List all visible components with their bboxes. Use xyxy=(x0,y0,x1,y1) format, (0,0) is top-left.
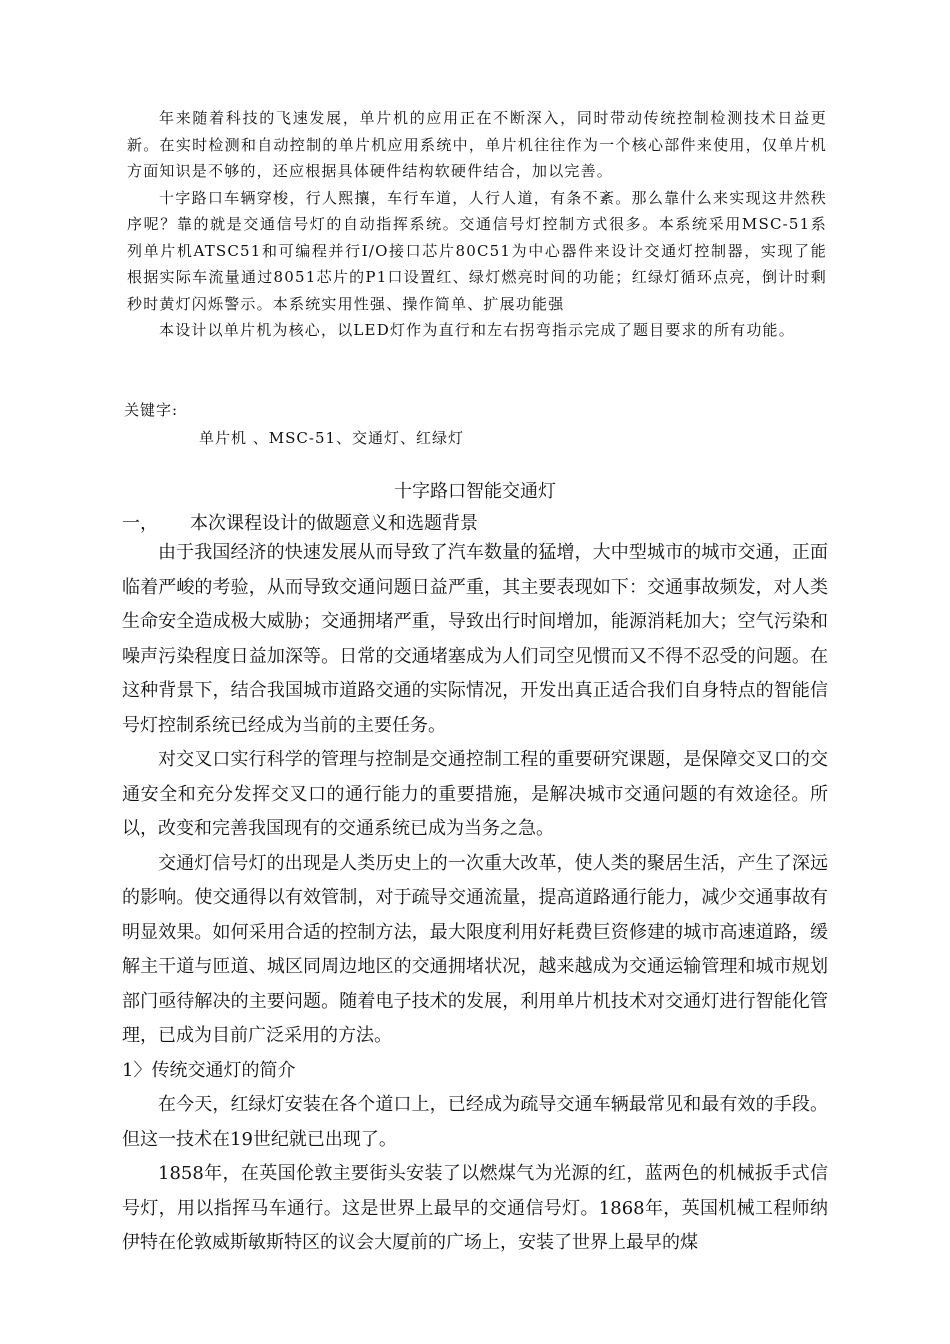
abstract xyxy=(127,105,827,344)
keywords-label: 关键字: xyxy=(124,401,179,419)
abstract-paragraph: 年来随着科技的飞速发展，单片机的应用正在不断深入，同时带动传统控制检测技术日益更新。在实时检测和自动控制的单片机应用系统中，单片机往往作为一个核心部件来使用，仅单片机方面知识是不够的，还应根据具体硬件结构软硬件结合，加以完善。 xyxy=(127,109,827,180)
body-paragraph: 交通灯信号灯的出现是人类历史上的一次重大改革，使人类的聚居生活，产生了深远的影响。使交通得以有效管制，对于疏导交通流量，提高道路通行能力，减少交通事故有明显效果。如何采用合适的控制方法，最大限度利用好耗费巨资修建的城市高速道路，缓解主干道与匝道、城区同周边地区的交通拥堵状况，越来越成为交通运输管理和城市规划部门亟待解决的主要问题。随着电子技术的发展，利用单片机技术对交通灯进行智能化管理，已成为目前广泛采用的方法。 xyxy=(122,852,828,1046)
abstract-paragraph: 本设计以单片机为核心，以LED灯作为直行和左右拐弯指示完成了题目要求的所有功能。 xyxy=(159,321,795,339)
section-body xyxy=(122,536,828,1261)
section-number: 一， xyxy=(122,513,158,534)
subsection-heading: 1〉传统交通灯的简介 xyxy=(122,1059,296,1081)
abstract-paragraph: 十字路口车辆穿梭，行人熙攘，车行车道，人行人道，有条不紊。那么靠什么来实现这井然秩序呢？靠的就是交通信号灯的自动指挥系统。交通信号灯控制方式很多。本系统采用MSC-51系列单片机ATSC51和可编程并行I/O接口芯片80C51为中心器件来设计交通灯控制器，实现了能根据实际车流量通过8051芯片的P1口设置红、绿灯燃亮时间的功能；红绿灯循环点亮，倒计时剩秒时黄灯闪烁警示。本系统实用性强、操作简单、扩展功能强 xyxy=(127,188,827,313)
body-paragraph: 由于我国经济的快速发展从而导致了汽车数量的猛增，大中型城市的城市交通，正面临着严峻的考验，从而导致交通问题日益严重，其主要表现如下：交通事故频发，对人类生命安全造成极大威胁；交通拥堵严重，导致出行时间增加，能源消耗加大；空气污染和噪声污染程度日益加深等。日常的交通堵塞成为人们司空见惯而又不得不忍受的问题。在这种背景下，结合我国城市道路交通的实际情况，开发出真正适合我们自身特点的智能信号灯控制系统已经成为当前的主要任务。 xyxy=(122,542,828,736)
section-heading xyxy=(122,509,478,535)
keywords-text: 单片机 、MSC-51、交通灯、红绿灯 xyxy=(199,429,465,447)
body-paragraph: 1858年，在英国伦敦主要街头安装了以燃煤气为光源的红，蓝两色的机械扳手式信号灯，用以指挥马车通行。这是世界上最早的交通信号灯。1868年，英国机械工程师纳伊特在伦敦威斯敏斯特区的议会大厦前的广场上，安装了世界上最早的煤 xyxy=(122,1163,828,1253)
body-paragraph: 在今天，红绿灯安装在各个道口上，已经成为疏导交通车辆最常见和最有效的手段。但这一技术在19世纪就已出现了。 xyxy=(122,1094,828,1150)
document-title: 十字路口智能交通灯 xyxy=(394,481,556,502)
section-title: 本次课程设计的做题意义和选题背景 xyxy=(190,513,478,534)
body-paragraph: 对交叉口实行科学的管理与控制是交通控制工程的重要研究课题，是保障交叉口的交通安全和充分发挥交叉口的通行能力的重要措施，是解决城市交通问题的有效途径。所以，改变和完善我国现有的交通系统已成为当务之急。 xyxy=(122,749,828,839)
